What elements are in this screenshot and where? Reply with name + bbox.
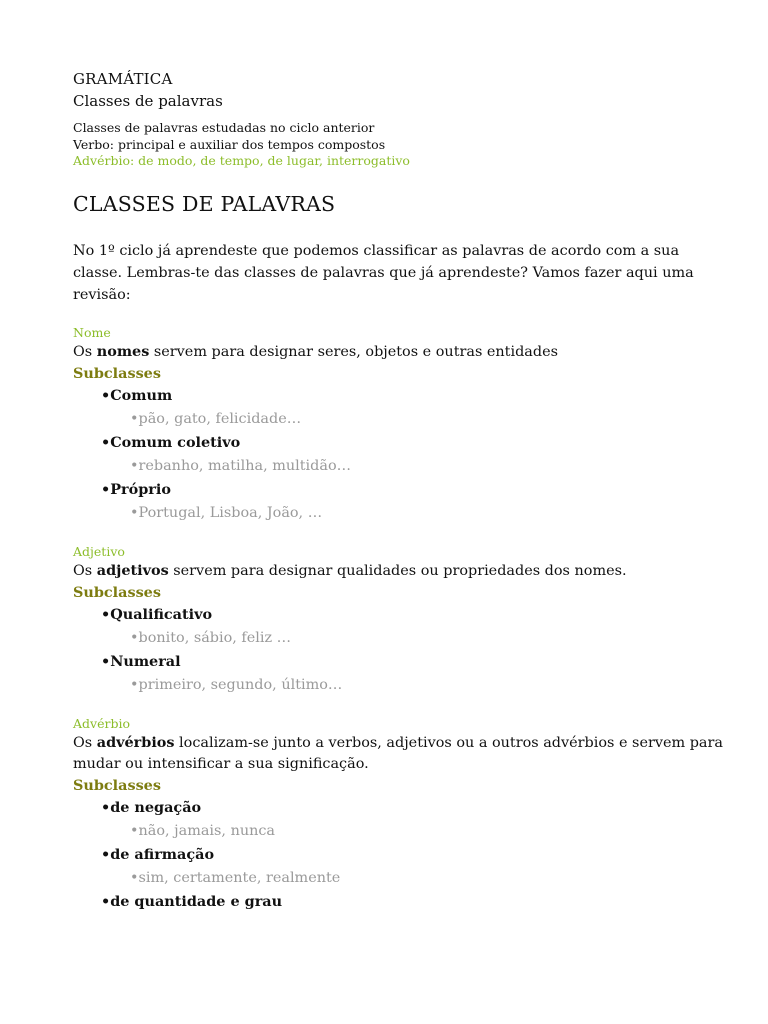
document-title: GRAMÁTICA: [73, 70, 173, 88]
subclasses-heading: Subclasses: [73, 777, 161, 794]
section-adjetivo: [73, 544, 723, 698]
subclass-item: • de quantidade e grau: [73, 891, 723, 913]
section-nome: [73, 325, 723, 526]
main-heading: CLASSES DE PALAVRAS: [73, 192, 336, 216]
subclass-example: • não, jamais, nunca: [73, 820, 723, 842]
section-label: Adjetivo: [73, 544, 125, 559]
subclass-item: • de negação: [73, 797, 723, 819]
subclass-item: • Comum coletivo: [73, 432, 723, 454]
subclasses-heading: Subclasses: [73, 584, 161, 601]
section-label: Nome: [73, 325, 111, 340]
subclass-example: • bonito, sábio, feliz …: [73, 627, 723, 649]
summary-block: [73, 120, 723, 170]
section-keyword: advérbios: [96, 734, 175, 751]
subclass-example: • Portugal, Lisboa, João, …: [73, 502, 723, 524]
document-subtitle: Classes de palavras: [73, 92, 223, 110]
summary-line: Verbo: principal e auxiliar dos tempos compostos: [73, 136, 386, 152]
subclass-example: • primeiro, segundo, último…: [73, 674, 723, 696]
intro-paragraph: No 1º ciclo já aprendeste que podemos classificar as palavras de acordo com a sua classe. Lembras-te das classes de palavras que já aprendeste? Vamos fazer aqui uma revisão:: [73, 243, 694, 303]
subclass-item: • Qualificativo: [73, 604, 723, 626]
section-keyword: nomes: [96, 343, 150, 360]
section-adverbio: [73, 716, 723, 913]
section-description: Os nomes servem para designar seres, objetos e outras entidades: [73, 343, 558, 360]
section-keyword: adjetivos: [96, 562, 169, 579]
section-description: Os adjetivos servem para designar qualidades ou propriedades dos nomes.: [73, 562, 627, 579]
subclass-item: • de afirmação: [73, 844, 723, 866]
subclass-item: • Próprio: [73, 479, 723, 501]
section-description: Os advérbios localizam-se junto a verbos, adjetivos ou a outros advérbios e servem para mudar ou intensificar a sua significação.: [73, 734, 723, 772]
summary-line-highlight: Advérbio: de modo, de tempo, de lugar, interrogativo: [73, 153, 410, 168]
subclass-item: • Comum: [73, 385, 723, 407]
subclass-item: • Numeral: [73, 651, 723, 673]
section-label: Advérbio: [73, 716, 130, 731]
summary-line: Classes de palavras estudadas no ciclo anterior: [73, 120, 375, 135]
subclass-example: • pão, gato, felicidade…: [73, 408, 723, 430]
subclass-example: • sim, certamente, realmente: [73, 867, 723, 889]
subclasses-heading: Subclasses: [73, 365, 161, 382]
subclass-example: • rebanho, matilha, multidão…: [73, 455, 723, 477]
